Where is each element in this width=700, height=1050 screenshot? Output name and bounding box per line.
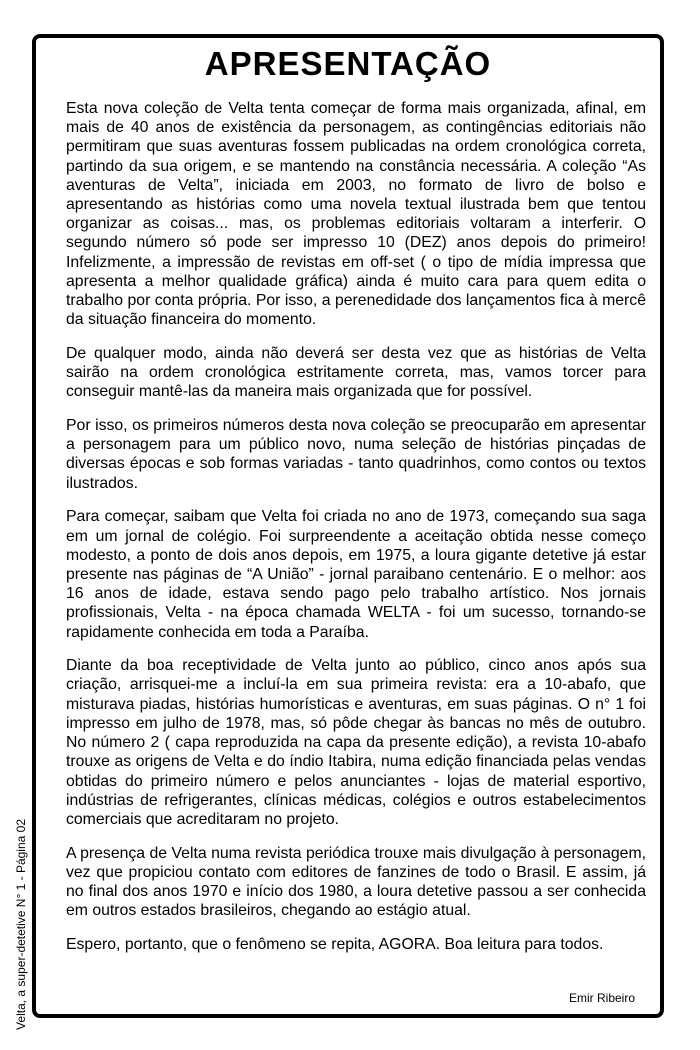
page-title: APRESENTAÇÃO <box>204 45 492 82</box>
paragraph-3: Por isso, os primeiros números desta nova coleção se preocuparão em apresentar a personagem para um público novo, numa seleção de histórias pinçadas de diversas épocas e sob formas variadas - tanto quadrinhos, como contos ou textos ilustrados. <box>66 417 646 492</box>
paragraph-7: Espero, portanto, que o fenômeno se repita, AGORA. Boa leitura para todos. <box>66 935 604 953</box>
paragraph-5: Diante da boa receptividade de Velta junto ao público, cinco anos após sua criação, arrisquei-me a incluí-la em sua primeira revista: era a 10-abafo, que misturava piadas, histórias humorísticas e aventuras, em suas páginas. O n° 1 foi impresso em julho de 1978, mas, só pôde chegar às bancas no mês de outubro. No número 2 ( capa reproduzida na capa da presente edição), a revista 10-abafo trouxe as origens de Velta e do índio Itabira, numa edição financiada pelas vendas obtidas do primeiro número e pelos anunciantes - lojas de material esportivo, indústrias de refrigerantes, clínicas médicas, colégios e outros estabelecimentos comerciais que acreditaram no projeto. <box>66 657 646 828</box>
paragraph-6: A presença de Velta numa revista periódica trouxe mais divulgação à personagem, vez que propiciou contato com editores de fanzines de todo o Brasil. E assim, já no final dos anos 1970 e início dos 1980, a loura detetive passou a ser conhecida em outros estados brasileiros, chegando ao estágio atual. <box>66 844 646 920</box>
article-body <box>66 99 646 969</box>
page-footer-vertical: Velta, a super-detetive N° 1 - Página 02 <box>14 819 28 1030</box>
author-signature: Emir Ribeiro <box>568 991 635 1005</box>
paragraph-4: Para começar, saibam que Velta foi criada no ano de 1973, começando sua saga em um jornal de colégio. Foi surpreendente a aceitação obtida nesse começo modesto, a ponto de dois anos depois, em 1975, a loura gigante detetive já estar presente nas páginas de “A União” - jornal paraibano centenário. E o melhor: aos 16 anos de idade, estava sendo pago pelo trabalho artístico. Nos jornais profissionais, Velta - na época chamada WELTA - foi um sucesso, tornando-se rapidamente conhecida em toda a Paraíba. <box>66 508 646 641</box>
paragraph-1: Esta nova coleção de Velta tenta começar de forma mais organizada, afinal, em mais de 40 anos de existência da personagem, as contingências editoriais não permitiram que suas aventuras fossem publicadas na ordem cronológica correta, partindo da sua origem, e se mantendo na constância necessária. A coleção “As aventuras de Velta”, iniciada em 2003, no formato de livro de bolso e apresentando as histórias como uma novela textual ilustrada bem que tentou organizar as coisas... mas, os problemas editoriais voltaram a interferir. O segundo número só pode ser impresso 10 (DEZ) anos depois do primeiro! Infelizmente, a impressão de revistas em off-set ( o tipo de mídia impressa que apresenta a melhor qualidade gráfica) ainda é muito cara para quem edita o trabalho por conta própria. Por isso, a perenedidade dos lançamentos fica à mercê da situação financeira do momento. <box>66 100 646 329</box>
paragraph-2: De qualquer modo, ainda não deverá ser desta vez que as histórias de Velta sairão na ordem cronológica estritamente correta, mas, vamos torcer para conseguir mantê-las da maneira mais organizada que for possível. <box>66 344 646 401</box>
